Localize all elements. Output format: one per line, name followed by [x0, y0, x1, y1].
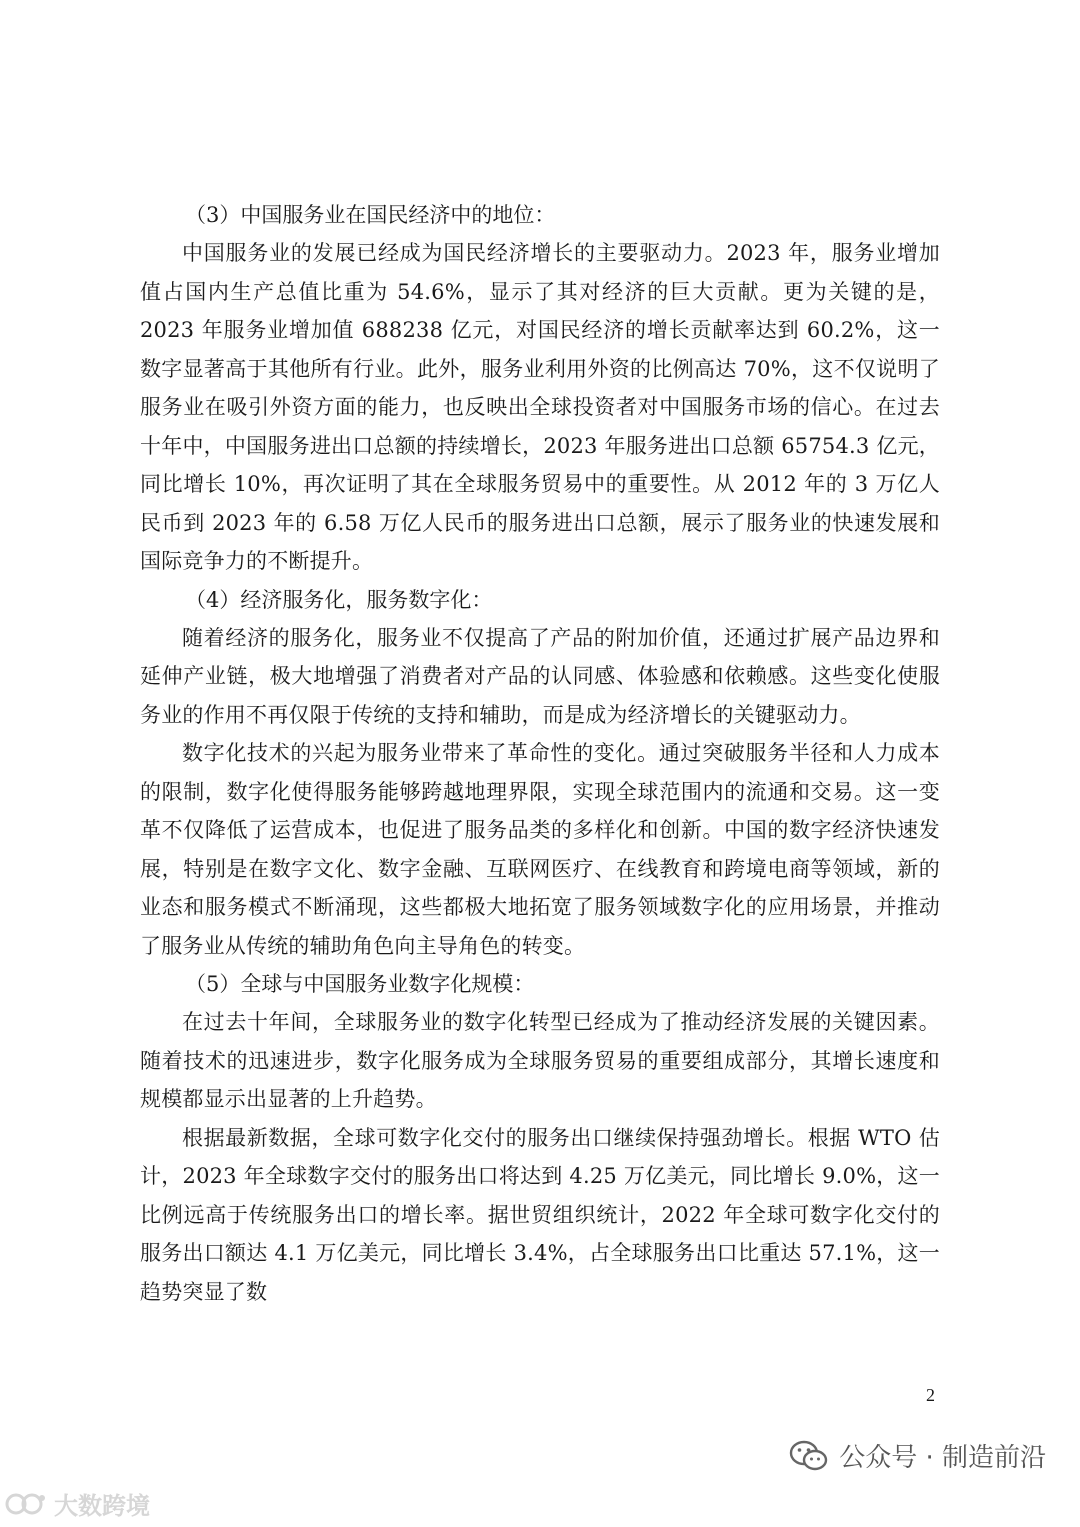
- paragraph: 在过去十年间，全球服务业的数字化转型已经成为了推动经济发展的关键因素。随着技术的迅速进步，数字化服务成为全球服务贸易的重要组成部分，其增长速度和规模都显示出显著的上升趋势。: [140, 1010, 940, 1111]
- paragraph: 根据最新数据，全球可数字化交付的服务出口继续保持强劲增长。根据 WTO 估计，2023 年全球数字交付的服务出口将达到 4.25 万亿美元，同比增长 9.0%，这一比例远高于传统服务出口的增长率。据世贸组织统计，2022 年全球可数字化交付的服务出口额达 4.1 万亿美元，同比增长 3.4%，占全球服务出口比重达 57.1%，这一趋势突显了数: [140, 1125, 940, 1304]
- paragraph: 随着经济的服务化，服务业不仅提高了产品的附加价值，还通过扩展产品边界和延伸产业链，极大地增强了消费者对产品的认同感、体验感和依赖感。这些变化使服务业的作用不再仅限于传统的支持和辅助，而是成为经济增长的关键驱动力。: [140, 625, 940, 727]
- brand-logo-icon: [4, 1489, 48, 1519]
- page-content: [140, 196, 940, 1311]
- paragraph: 数字化技术的兴起为服务业带来了革命性的变化。通过突破服务半径和人力成本的限制，数字化使得服务能够跨越地理界限，实现全球范围内的流通和交易。这一变革不仅降低了运营成本，也促进了服务品类的多样化和创新。中国的数字经济快速发展，特别是在数字文化、数字金融、互联网医疗、在线教育和跨境电商等领域，新的业态和服务模式不断涌现，这些都极大地拓宽了服务领域数字化的应用场景，并推动了服务业从传统的辅助角色向主导角色的转变。: [140, 741, 940, 958]
- wechat-account-name: 公众号 · 制造前沿: [839, 1443, 1046, 1473]
- brand-watermark: [4, 1486, 150, 1521]
- wechat-icon: [789, 1439, 829, 1473]
- page-number: 2: [926, 1385, 935, 1405]
- paragraph: 中国服务业的发展已经成为国民经济增长的主要驱动力。2023 年，服务业增加值占国内生产总值比重为 54.6%，显示了其对经济的巨大贡献。更为关键的是，2023 年服务业增加值 688238 亿元，对国民经济的增长贡献率达到 60.2%，这一数字显著高于其他所有行业。此外，服务业利用外资的比例高达 70%，这不仅说明了服务业在吸引外资方面的能力，也反映出全球投资者对中国服务市场的信心。在过去十年中，中国服务进出口总额的持续增长，2023 年服务进出口总额 65754.3 亿元，同比增长 10%，再次证明了其在全球服务贸易中的重要性。从 2012 年的 3 万亿人民币到 2023 年的 6.58 万亿人民币的服务进出口总额，展示了服务业的快速发展和国际竞争力的不断提升。: [140, 241, 940, 573]
- section-heading-3: （3）中国服务业在国民经济中的地位：: [185, 203, 556, 227]
- section-heading-5: （5）全球与中国服务业数字化规模：: [185, 972, 535, 996]
- brand-name: 大数跨境: [54, 1492, 150, 1520]
- section-heading-4: （4）经济服务化，服务数字化：: [185, 587, 493, 612]
- wechat-watermark: [789, 1437, 1046, 1474]
